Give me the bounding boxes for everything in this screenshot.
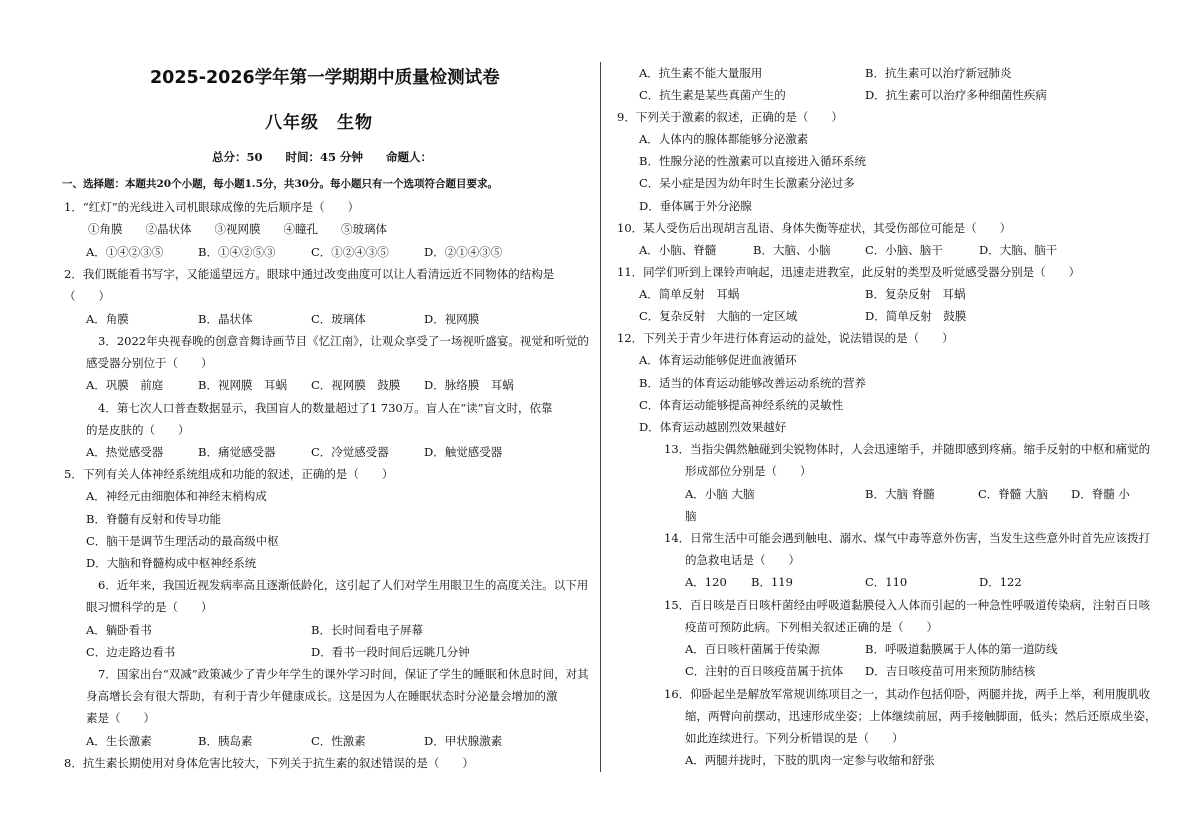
- option: C．边走路边看书: [86, 645, 176, 659]
- option: A．角膜: [86, 312, 129, 326]
- option: A．小脑、脊髓: [639, 243, 717, 257]
- option: B．脊髓有反射和传导功能: [86, 512, 221, 526]
- option: 脑: [685, 509, 697, 523]
- question-line: 1．“红灯”的光线进入司机眼球成像的先后顺序是（ ）: [64, 200, 360, 214]
- option: A．躺卧看书: [86, 623, 152, 637]
- option: A．①④②③⑤: [86, 245, 164, 259]
- option: D．垂体属于外分泌腺: [639, 199, 752, 213]
- option: D．看书一段时间后远眺几分钟: [311, 645, 470, 659]
- question-line: 16．仰卧起坐是解放军常规训练项目之一，其动作包括仰卧，两腿并拢，两手上举，利用腹肌收: [664, 687, 1151, 701]
- option: B．大脑 脊髓: [865, 487, 935, 501]
- option: D．体育运动越剧烈效果越好: [639, 420, 787, 434]
- option: A．两腿并拢时，下肢的肌肉一定参与收缩和舒张: [685, 753, 935, 767]
- option: D．脉络膜 耳蜗: [424, 378, 514, 392]
- question-line: 2．我们既能看书写字，又能遥望远方。眼球中通过改变曲度可以让人看清远近不同物体的结构是: [64, 267, 555, 281]
- option: D．抗生素可以治疗多种细菌性疾病: [865, 88, 1047, 102]
- option: B．抗生素可以治疗新冠肺炎: [865, 66, 1012, 80]
- question-line: 身高增长会有很大帮助，有利于青少年健康成长。这是因为人在睡眠状态时分泌量会增加的激: [86, 689, 558, 703]
- option: A．生长激素: [86, 734, 152, 748]
- option: B．视网膜 耳蜗: [198, 378, 287, 392]
- option: D．甲状腺激素: [424, 734, 503, 748]
- question-line: 6．近年来，我国近视发病率高且逐渐低龄化，这引起了人们对学生用眼卫生的高度关注。以下用: [98, 578, 589, 592]
- option: C．抗生素是某些真菌产生的: [639, 88, 786, 102]
- option: C．注射的百日咳疫苗属于抗体: [685, 664, 844, 678]
- option: A．百日咳杆菌属于传染源: [685, 642, 820, 656]
- option: B．①④②⑤③: [198, 245, 276, 259]
- option: C．呆小症是因为幼年时生长激素分泌过多: [639, 176, 855, 190]
- question-line: 素是（ ）: [86, 711, 155, 725]
- option: C．脑干是调节生理活动的最高级中枢: [86, 534, 279, 548]
- question-line: 11．同学们听到上课铃声响起，迅速走进教室，此反射的类型及听觉感受器分别是（ ）: [617, 265, 1081, 279]
- option: C．小脑、脑干: [865, 243, 943, 257]
- option: C．脊髓 大脑: [978, 487, 1048, 501]
- question-line: 感受器分别位于（ ）: [86, 356, 213, 370]
- option: B．适当的体育运动能够改善运动系统的营养: [639, 376, 866, 390]
- question-line: 9．下列关于激素的叙述，正确的是（ ）: [617, 110, 843, 124]
- exam-meta: 总分：50 时间：45 分钟 命题人：: [212, 150, 433, 164]
- option: D．大脑、脑干: [979, 243, 1058, 257]
- option: B．性腺分泌的性激素可以直接进入循环系统: [639, 154, 866, 168]
- option: C．①②④③⑤: [311, 245, 389, 259]
- question-line: 12．下列关于青少年进行体育运动的益处，说法错误的是（ ）: [617, 331, 954, 345]
- column-divider: [600, 62, 601, 772]
- option: B．胰岛素: [198, 734, 253, 748]
- option: C．体育运动能够提高神经系统的灵敏性: [639, 398, 844, 412]
- option: C．110: [865, 575, 908, 589]
- section-title: 一、选择题：本题共20个小题，每小题1.5分，共30分。每小题只有一个选项符合题目要求。: [62, 178, 498, 190]
- question-line: 眼习惯科学的是（ ）: [86, 600, 213, 614]
- question-line: 10．某人受伤后出现胡言乱语、身体失衡等症状，其受伤部位可能是（ ）: [617, 221, 1012, 235]
- option: B．大脑、小脑: [753, 243, 831, 257]
- option: A．简单反射 耳蜗: [639, 287, 740, 301]
- question-line: 8．抗生素长期使用对身体危害比较大，下列关于抗生素的叙述错误的是（ ）: [64, 756, 474, 770]
- option: B．晶状体: [198, 312, 253, 326]
- question-line: 7．国家出台“双减”政策减少了青少年学生的课外学习时间，保证了学生的睡眠和休息时间，对其: [98, 667, 589, 681]
- option: C．视网膜 鼓膜: [311, 378, 401, 392]
- option: D．简单反射 鼓膜: [865, 309, 967, 323]
- option: D．脊髓 小: [1071, 487, 1130, 501]
- option: A．神经元由细胞体和神经末梢构成: [86, 489, 267, 503]
- question-line: 如此连续进行。下列分析错误的是（ ）: [685, 731, 904, 745]
- option: B．长时间看电子屏幕: [311, 623, 423, 637]
- question-line: 14．日常生活中可能会遇到触电、溺水、煤气中毒等意外伤害，当发生这些意外时首先应该拨打: [664, 531, 1151, 545]
- option: D．②①④③⑤: [424, 245, 503, 259]
- question-line: 的急救电话是（ ）: [685, 553, 800, 567]
- option: A．体育运动能够促进血液循环: [639, 353, 797, 367]
- question-line: 13．当指尖偶然触碰到尖锐物体时，人会迅速缩手，并随即感到疼痛。缩手反射的中枢和痛觉的: [664, 442, 1151, 456]
- option: D．吉日咳疫苗可用来预防肺结核: [865, 664, 1036, 678]
- option: A．抗生素不能大量服用: [639, 66, 763, 80]
- question-line: 的是皮肤的（ ）: [86, 423, 190, 437]
- option: D．视网膜: [424, 312, 480, 326]
- option: C．复杂反射 大脑的一定区域: [639, 309, 798, 323]
- grade-subject: 八年级 生物: [265, 113, 373, 133]
- option: A．120: [685, 575, 727, 589]
- option: A．巩膜 前庭: [86, 378, 164, 392]
- option: A．热觉感受器: [86, 445, 164, 459]
- right-column: [603, 0, 1200, 830]
- question-line: 4．第七次人口普查数据显示，我国盲人的数量超过了1 730万。盲人在“读”盲文时，依靠: [98, 401, 553, 415]
- option: B．119: [751, 575, 793, 589]
- option: D．122: [979, 575, 1022, 589]
- option: A．小脑 大脑: [685, 487, 755, 501]
- option: B．痛觉感受器: [198, 445, 276, 459]
- option: C．性激素: [311, 734, 366, 748]
- question-line: 缩，两臂向前摆动，迅速形成坐姿；上体继续前屈，两手接触脚面，低头；然后还原成坐姿，: [685, 709, 1157, 723]
- option: B．复杂反射 耳蜗: [865, 287, 966, 301]
- option: C．玻璃体: [311, 312, 366, 326]
- option: D．大脑和脊髓构成中枢神经系统: [86, 556, 257, 570]
- question-line: 15．百日咳是百日咳杆菌经由呼吸道黏膜侵入人体而引起的一种急性呼吸道传染病，注射百日咳: [664, 598, 1151, 612]
- question-line: ①角膜 ②晶状体 ③视网膜 ④瞳孔 ⑤玻璃体: [88, 222, 387, 236]
- option: C．冷觉感受器: [311, 445, 389, 459]
- question-line: 5．下列有关人体神经系统组成和功能的叙述，正确的是（ ）: [64, 467, 394, 481]
- option: B．呼吸道黏膜属于人体的第一道防线: [865, 642, 1058, 656]
- question-line: 3．2022年央视春晚的创意音舞诗画节目《忆江南》，让观众享受了一场视听盛宴。视觉和听觉的: [98, 334, 589, 348]
- option: D．触觉感受器: [424, 445, 503, 459]
- exam-title: 2025-2026学年第一学期期中质量检测试卷: [150, 68, 500, 88]
- question-line: 疫苗可预防此病。下列相关叙述正确的是（ ）: [685, 620, 938, 634]
- option: A．人体内的腺体都能够分泌激素: [639, 132, 809, 146]
- question-line: 形成部位分别是（ ）: [685, 464, 812, 478]
- question-line: （ ）: [64, 289, 110, 303]
